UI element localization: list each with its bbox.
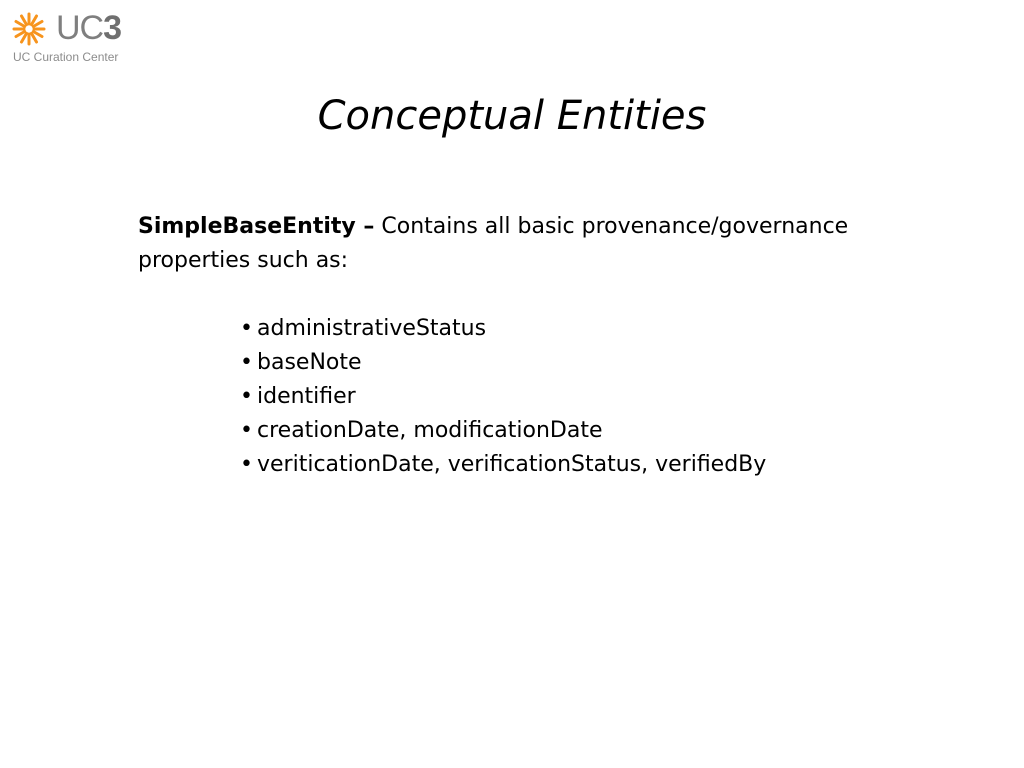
property-list	[138, 312, 878, 482]
entity-definition: Contains all basic provenance/governance properties such as:	[138, 214, 849, 273]
bullet-icon: •	[240, 452, 253, 477]
property-item	[240, 448, 878, 482]
property-item	[240, 380, 878, 414]
uc3-logo	[12, 10, 142, 70]
property-item	[240, 312, 878, 346]
bullet-icon: •	[240, 350, 253, 375]
bullet-icon: •	[240, 384, 253, 409]
property-name: identifier	[257, 384, 356, 409]
logo-number: 3	[103, 9, 122, 47]
property-item	[240, 346, 878, 380]
property-name: veriticationDate, verificationStatus, verifiedBy	[257, 452, 767, 477]
property-item	[240, 414, 878, 448]
logo-tagline: UC Curation Center	[13, 50, 119, 64]
entity-description	[138, 210, 878, 278]
entity-term: SimpleBaseEntity –	[138, 214, 375, 239]
slide-title: Conceptual Entities	[317, 93, 707, 139]
logo-wordmark	[56, 8, 121, 48]
slide-body	[138, 210, 878, 482]
property-name: administrativeStatus	[257, 316, 487, 341]
logo-name: UC	[56, 9, 104, 47]
property-name: baseNote	[257, 350, 362, 375]
bullet-icon: •	[240, 418, 253, 443]
property-name: creationDate, modificationDate	[257, 418, 603, 443]
sunburst-logo-icon	[12, 12, 46, 46]
bullet-icon: •	[240, 316, 253, 341]
